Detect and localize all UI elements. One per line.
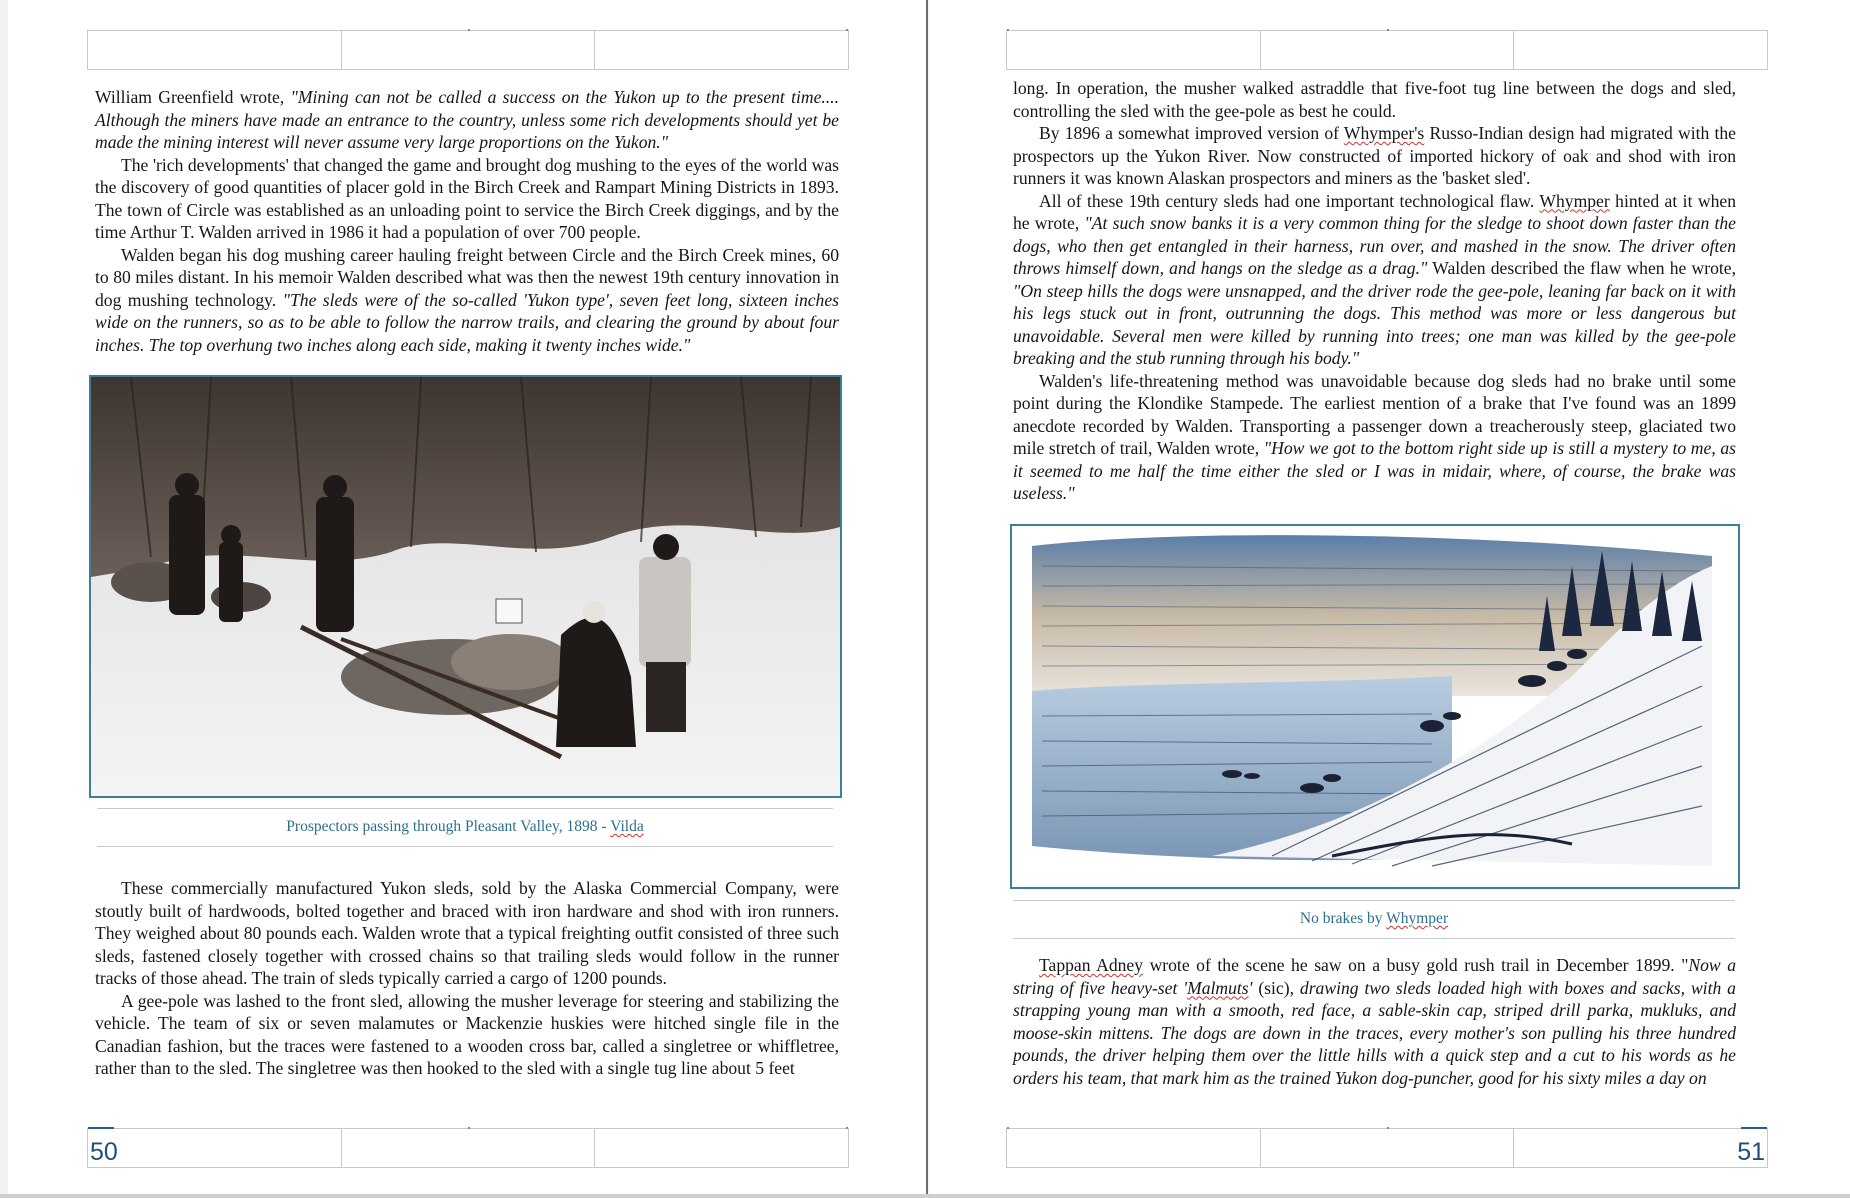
quote-run: "How we got to the bottom right side up is still a mystery to me, as it seemed to me half the time either the sled or I was in midair, where, of course, the brake was useless." [1013,438,1736,503]
header-cell [342,31,596,69]
spellcheck-flagged-word: Whymper [1386,910,1449,927]
text-run: No brakes by [1299,910,1387,927]
text-run: Russo-Indian design had migrated with the prospectors up the Yukon River. Now constructed of imported hickory of oak and shod with iron runners it was known Alaskan prospectors and miners as the 'basket sled'. [1013,123,1736,188]
footer-cell [342,1129,596,1167]
text-run: (sic), [1252,977,1300,998]
footer-cell [1007,1129,1261,1167]
text-run: wrote of the scene he saw on a busy gold rush trail in December 1899. " [1143,955,1689,975]
header-cell [88,31,342,69]
quote-run: Now a string of five heavy-set ' [1013,955,1737,998]
left-bottom-text [95,877,839,1080]
page-number: 51 [1737,1138,1766,1166]
paragraph [95,877,839,990]
quote-run: "The sleds were of the so-called 'Yukon type', seven feet long, sixteen inches wide on the runners, so as to be able to follow the narrow trails, and clearing the ground by about four inches. The top overhung two inches along each side, making it twenty inches wide." [95,289,840,355]
text-run: Walden began his dog mushing career hauling freight between Circle and the Birch Creek mines, 60 to 80 miles distant. In his memoir Walden described what was then the newest 19th century innovation in dog mushing technology. [95,244,839,310]
right-figure-caption [1013,910,1735,928]
paragraph [1013,954,1736,1089]
header-cell [1514,31,1767,69]
right-header-table [1006,30,1768,70]
footer-cell [1261,1129,1515,1167]
paragraph [1013,122,1736,190]
caption-rule-bottom [97,846,833,847]
caption-rule-bottom [1013,938,1735,939]
text-run: long. In operation, the musher walked astraddle that five-foot tug line between the dogs and sled, controlling the sled with the gee-pole as best he could. [1013,78,1736,121]
spellcheck-flagged-word: Whymper [1539,190,1610,211]
text-run: All of these 19th century sleds had one important technological flaw. [1039,190,1540,211]
spellcheck-flagged-word: Vilda [610,818,644,835]
header-cell [595,31,848,69]
left-top-text [95,86,839,356]
left-figure-caption [97,818,833,836]
caption-rule-top [97,808,833,809]
text-run: Walden's life-threatening method was unavoidable because dog sleds had no brake until some point during the Klondike Stampede. The earliest mention of a brake that I've found was an 1899 anecdote recorded by Walden. Transporting a passenger down a treacherously steep, glaciated two mile stretch of trail, Walden wrote, [1013,370,1736,458]
header-cell [1007,31,1261,69]
text-run: hinted at it when he wrote, [1013,190,1736,233]
caption-rule-top [1013,900,1735,901]
spellcheck-flagged-word: Whymper's [1343,123,1425,143]
quote-run: ' [1248,977,1253,998]
text-run: By 1896 a somewhat improved version of [1039,123,1344,143]
quote-run: "Mining can not be called a success on the Yukon up to the present time.... Although the miners have made an entrance to the country, unless some rich developments should yet be made the mining interest will never assume very large proportions on the Yukon." [95,87,839,152]
paragraph [95,86,839,154]
footer-cell-page-number [1514,1129,1767,1167]
quote-run: "On steep hills the dogs were unsnapped, and the driver rode the gee-pole, leaning far back on it with his legs stuck out in front, outrunning the dogs. This method was more or less dangerous but unavoidable. Several men were killed by running into trees; one man was killed by the gee-pole breaking and the stub running through his body." [1013,280,1736,368]
text-run: These commercially manufactured Yukon sleds, sold by the Alaska Commercial Company, were stoutly built of hardwoods, bolted together and braced with iron hardware and shod with iron runners. They weighed about 80 pounds each. Walden wrote that a typical freighting outfit consisted of three such sleds, fastened closely together with crossed chains so that trailing sleds would follow in the runner tracks of those ahead. The train of sleds typically carried a cargo of 1200 pounds. [95,878,839,988]
text-run: A gee-pole was lashed to the front sled, allowing the musher leverage for steering and stabilizing the vehicle. The team of six or seven malamutes or Mackenzie huskies were hitched single file in the Canadian fashion, but the traces were fastened to a wooden cross bar, called a singletree or whiffletree, rather than to the sled. The singletree was then hooked to the sled with a single tug line about 5 feet [95,990,839,1078]
quote-run: drawing two sleds loaded high with boxes and sacks, with a strapping young man with a smooth, red face, a sable-skin cap, striped drill parka, mukluks, and moose-skin mittens. The dogs are down in the traces, every mother's son pulling his three hundred pounds, the driver helping them over the little hills with a quick step and a cut to his words as he orders his team, that mark him as the trained Yukon dog-puncher, good for his sixty miles a day on [1013,977,1736,1088]
left-footer-table [87,1128,849,1168]
text-run: The 'rich developments' that changed the game and brought dog mushing to the eyes of the world was the discovery of good quantities of placer gold in the Birch Creek and Rampart Mining Districts in 1893. The town of Circle was established as an unloading point to service the Birch Creek diggings, and by the time Arthur T. Walden arrived in 1986 it had a population of over 700 people. [95,154,839,242]
quote-run: "At such snow banks it is a very common thing for the sledge to shoot down faster than the dogs, who then get entangled in their harness, run over, and mashed in the snow. The driver often throws himself down, and hangs on the sledge as a drag." [1013,213,1736,278]
page-shadow [0,1194,1850,1198]
left-header-table [87,30,849,70]
no-brakes-engraving [1010,524,1740,889]
paragraph [1013,77,1736,122]
paragraph [1013,190,1736,370]
book-spine [926,0,928,1198]
footer-cell-page-number [88,1129,342,1167]
right-top-text [1013,77,1736,505]
spellcheck-flagged-word: Tappan Adney [1039,955,1144,975]
paragraph [95,990,839,1080]
page-number: 50 [90,1138,118,1166]
text-run: William Greenfield wrote, [95,87,291,107]
paragraph [1013,370,1736,505]
text-run: Walden described the flaw when he wrote, [1427,258,1737,278]
right-bottom-text [1013,954,1736,1089]
spellcheck-flagged-word: Malmuts [1187,977,1249,998]
paragraph [95,154,839,244]
paragraph [95,244,839,357]
text-run: Prospectors passing through Pleasant Valley, 1898 - [286,818,611,835]
right-footer-table [1006,1128,1768,1168]
prospectors-photo [89,375,842,798]
header-cell [1261,31,1515,69]
footer-cell [595,1129,848,1167]
